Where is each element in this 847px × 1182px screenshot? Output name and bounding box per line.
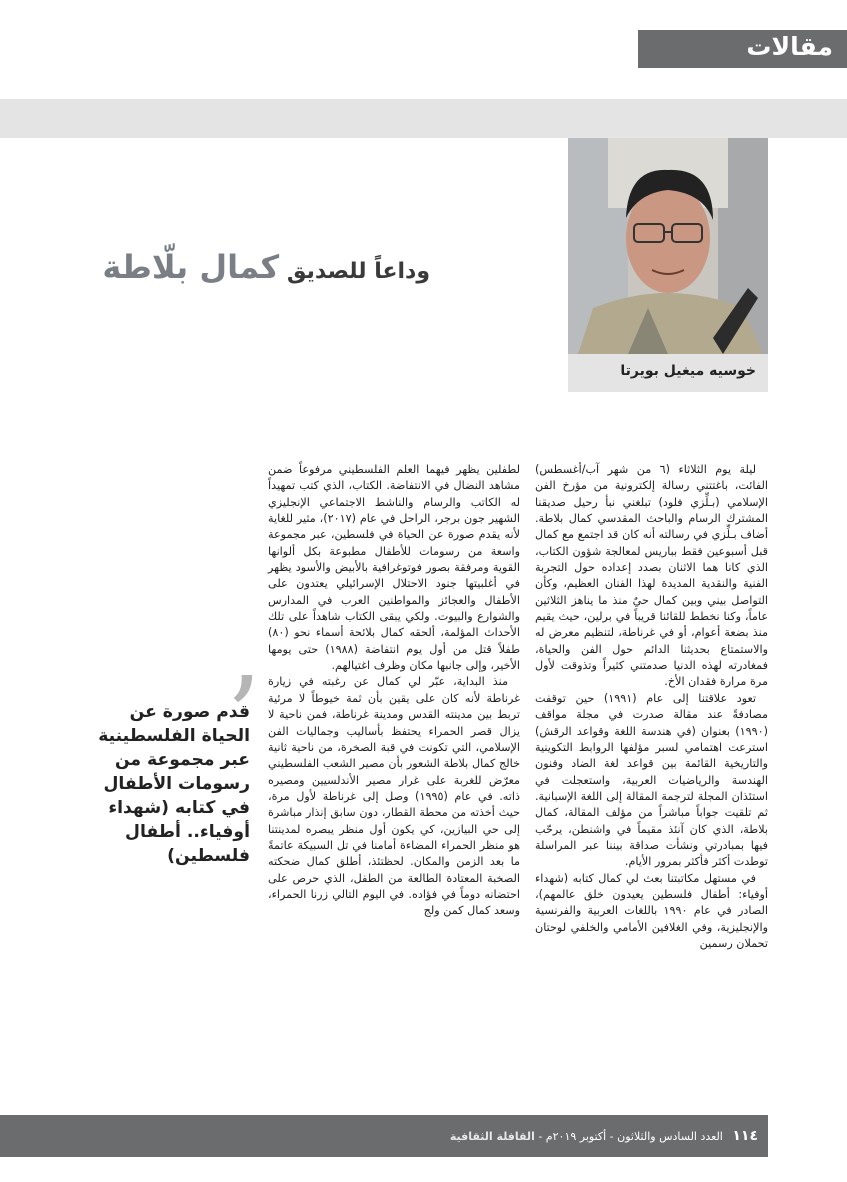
paragraph: منذ البداية، عبّر لي كمال عن رغبته في زيارة غرناطة لأنه كان على يقين بأن ثمة خيوطاً لا مرئية تربط بين مدينته القدس ومدينة غرناطة، فمن ناحية لا يزال قصر الحمراء يحتفظ بأساليب وجماليات الفن الإسلامي، التي تكونت في قبة الصخرة، من ناحية ثانية خالج كمال بلاطة الشعور بأن مصير الشعب الفلسطيني معرّض للغربة على غرار مصير الأندلسيين ومصيره ذاته. في عام (١٩٩٥) وصل إلى غرناطة لأول مرة، حيث أخذته من محطة القطار، دون سابق إنذار مباشرة إلى حي البيازين، كي يكون أول منظر يبصره لمدينتنا هو منظر الحمراء المضاءة أمامنا في تل السبيكة عاتمةً ما بعد الزمن والمكان. لحظتئذ، أطلق كمال ضحكته الصخبة المعتادة الطالعة من الطفل، الذي حرص على احتضانه دوماً في فؤاده. في اليوم التالي زرنا الحمراء، وسعد كمال كمن ولج (268, 675, 520, 918)
header-band (0, 99, 847, 138)
paragraph: لطفلين يظهر فيهما العلم الفلسطيني مرفوعاً ضمن مشاهد النضال في الانتفاضة. الكتاب، الذي كتب تمهيداً له الكاتب والرسام والناشط الاجتماعي الإنجليزي الشهير جون برجر، الراحل في عام (٢٠١٧)، مثير للغاية لأنه يقدم صورة عن الحياة في فلسطين، عبر مجموعة واسعة من رسومات للأطفال مطبوعة بكل ألوانها القوية ومرفقة بصور فوتوغرافية بالأبيض والأسود يظهر في أغلبيتها جنود الاحتلال الإسرائيلي يعتدون على الأطفال والعجائز والمواطنين العرب في المدارس والشوارع والبيوت. ولكي يبقى الكتاب شاهداً على تلك الأحداث المؤلمة، ألحقه كمال بلائحة أسماء نحو (٨٠) طفلاً قتل من أول يوم انتفاضة (١٩٨٨) حتى يومها الأخير، وإلى جانبها مكان وظرف اغتيالهم. (268, 463, 520, 673)
page-number: ١١٤ (732, 1128, 758, 1144)
paragraph: ليلة يوم الثلاثاء (٦ من شهر آب/أغسطس) الفائت، باغتتني رسالة إلكترونية من مؤرخ الفن الإسلامي (بـلِّزي فلود) تبلغني نبأ رحيل صديقنا المشترك الرسام والباحث المقدسي كمال بلاطة. أضاف بـلِّزي في رسالته أنه كان قد اجتمع مع كمال قبل أسبوعين فقط بباريس لمعالجة شؤون الكتاب، الذي كانا هما الاثنان بصدد إعداده حول التجربة الفنية والنقدية المديدة لهذا الفنان العظيم، وكأن التواصل بيني وبين كمال حيٌ منذ ما يناهز الثلاثين عاماً، وكنا نخطط للقائنا قريباً في برلين، حيث يقيم منذ بضعة أعوام، أو في غرناطة، لتنظيم معرض له والاستمتاع بحديثنا الدائم حول الفن والحياة، فمغادرته لهذه الدنيا صدمتني كثيراً وتذوقت لأول مرة مرارة فقدان الأخ. (535, 463, 768, 689)
issue-text: العدد السادس والثلاثون - أكتوبر ٢٠١٩م - (538, 1130, 723, 1143)
paragraph: في مستهل مكاتبتنا بعث لي كمال كتابه (شهداء أوفياء: أطفال فلسطين يعيدون خلق عالمهم)، الصادر في عام ١٩٩٠ باللغات العربية والفرنسية والإنجليزية، وفي الغلافين الأمامي والخلفي لوحتان تحملان رسمين (535, 871, 768, 950)
author-name: خوسيه ميغيل بويرتا (620, 363, 756, 379)
title-name: كمال بلّاطة (102, 248, 280, 286)
quote-mark-icon: ’ (226, 653, 261, 781)
section-label: مقالات (746, 32, 833, 61)
article-title (102, 248, 430, 286)
author-photo (568, 138, 768, 354)
photo-caption-box (568, 354, 768, 392)
pull-quote: قدم صورة عن الحياة الفلسطينية عبر مجموعة من رسومات الأطفال في كتابه (شهداء أوفياء.. أطفال فلسطين) (98, 702, 250, 866)
footer-band (0, 1115, 768, 1157)
footer-text (444, 1128, 758, 1144)
body-column-right (535, 462, 768, 952)
portrait-illustration (568, 138, 768, 354)
title-prefix: وداعاً للصديق (279, 259, 430, 284)
paragraph: تعود علاقتنا إلى عام (١٩٩١) حين توقفت مصادفةً عند مقالة صدرت في مجلة مواقف (١٩٩٠) بعنوان (في هندسة اللغة وقواعد الرقش) استرعت اهتمامي لسبر مؤلفها الروابط التكوينية والتاريخية القائمة بين قواعد لغة الضاد وفنون الهندسة والرياضيات العربية، واستعجلت في استئذان المجلة لترجمة المقالة إلى اللغة الإسبانية. ثم تلقيت جواباً مباشراً من مؤلف المقالة، كمال بلاطة، الذي كان آنئذ مقيماً في واشنطن، يرحّب فيها بمبادرتي ونشأت صداقة بيننا عبر المراسلة توطدت أكثر فأكثر بمرور الأيام. (535, 691, 768, 869)
section-tab (638, 30, 847, 68)
magazine-name: القافلة الثقافية (449, 1130, 535, 1143)
body-column-middle (268, 462, 520, 920)
